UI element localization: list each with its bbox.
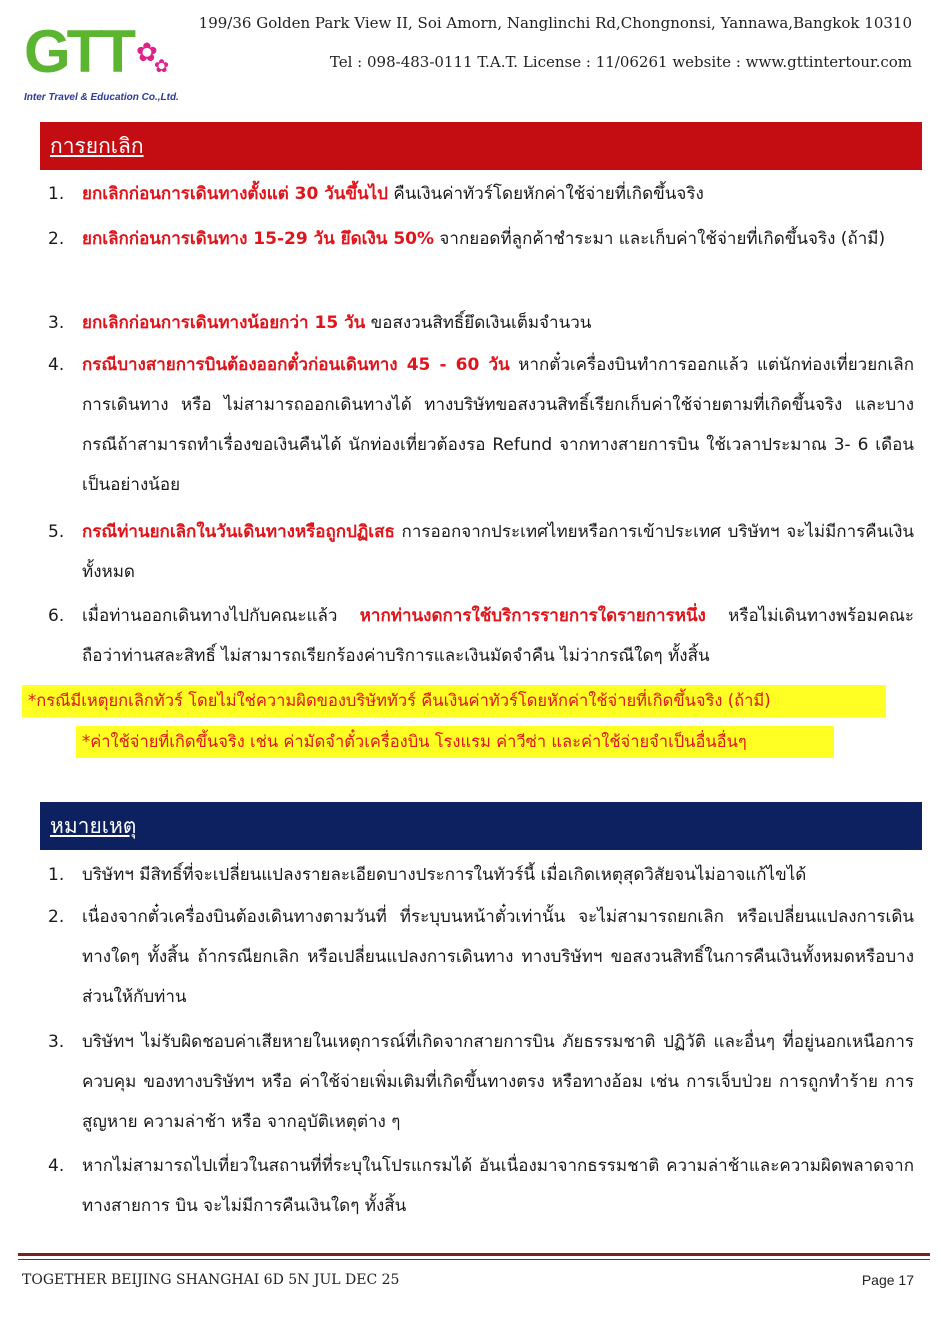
footer-divider [18, 1259, 930, 1260]
cancellation-heading-bar [40, 122, 922, 170]
item-number: 2. [48, 907, 65, 927]
item-number: 4. [48, 1156, 65, 1176]
item-text: หากไม่สามารถไปเที่ยวในสถานที่ที่ระบุในโปรแกรมได้ อันเนื่องมาจากธรรมชาติ ความล่าช้าและความผิดพลาดจากทางสายการ บิน จะไม่มีการคืนเงินใดๆ ทั้งสิ้น [82, 1156, 914, 1216]
footer-divider [18, 1253, 930, 1256]
cancellation-item [48, 512, 914, 592]
cancellation-item [48, 345, 914, 505]
item-number: 3. [48, 1032, 65, 1052]
item-number: 3. [48, 313, 65, 333]
remarks-heading-bar [40, 802, 922, 850]
item-text: บริษัทฯ ไม่รับผิดชอบค่าเสียหายในเหตุการณ์ที่เกิดจากสายการบิน ภัยธรรมชาติ ปฏิวัติ และอื่นๆ ที่อยู่นอกเหนือการควบคุม ของทางบริษัทฯ หรือ ค่าใช้จ่ายเพิ่มเติมที่เกิดขึ้นทางตรง หรือทางอ้อม เช่น การเจ็บป่วย การถูกทำร้าย การสูญหาย ความล่าช้า หรือ จากอุบัติเหตุต่าง ๆ [82, 1032, 914, 1132]
remark-item [48, 897, 914, 1017]
cancellation-item [48, 219, 914, 259]
remarks-title: หมายเหตุ [50, 814, 137, 838]
item-number: 1. [48, 865, 65, 885]
item-number: 1. [48, 184, 65, 204]
item-number: 4. [48, 355, 65, 375]
item-number: 6. [48, 606, 65, 626]
item-text: บริษัทฯ มีสิทธิ์ที่จะเปลี่ยนแปลงรายละเอียดบางประการในทัวร์นี้ เมื่อเกิดเหตุสุดวิสัยจนไม่อาจแก้ไขได้ [82, 865, 807, 885]
remark-item [48, 1146, 914, 1226]
cancellation-title: การยกเลิก [50, 134, 144, 158]
item-text: หากตั๋วเครื่องบินทำการออกแล้ว แต่นักท่องเที่ยวยกเลิกการเดินทาง หรือ ไม่สามารถออกเดินทางได้ ทางบริษัทขอสงวนสิทธิ์เรียกเก็บค่าใช้จ่ายตามที่เกิดขึ้นจริง และบางกรณีถ้าสามารถทำเรื่องขอเงินคืนได้ นักท่องเที่ยวต้องรอ Refund จากทางสายการบิน ใช้เวลาประมาณ 3- 6 เดือนเป็นอย่างน้อย [82, 355, 914, 495]
flower-icon: ✿ [136, 38, 158, 68]
item-emphasis: ยกเลิกก่อนการเดินทาง 15-29 วัน ยึดเงิน 50% [82, 229, 435, 249]
remark-item [48, 1022, 914, 1142]
item-text: จากยอดที่ลูกค้าชำระมา และเก็บค่าใช้จ่ายที่เกิดขึ้นจริง (ถ้ามี) [434, 229, 886, 249]
refund-notice-highlight: *กรณีมีเหตุยกเลิกทัวร์ โดยไม่ใช่ความผิดของบริษัททัวร์ คืนเงินค่าทัวร์โดยหักค่าใช้จ่ายที่เกิดขึ้นจริง (ถ้ามี) [22, 685, 886, 717]
item-number: 5. [48, 522, 65, 542]
item-emphasis: ยกเลิกก่อนการเดินทางน้อยกว่า 15 วัน [82, 313, 366, 333]
company-address: 199/36 Golden Park View II, Soi Amorn, Nanglinchi Rd,Chongnonsi, Yannawa,Bangkok 10310 [198, 14, 912, 32]
item-text: เมื่อท่านออกเดินทางไปกับคณะแล้ว [82, 606, 360, 626]
item-text: ขอสงวนสิทธิ์ยึดเงินเต็มจำนวน [365, 313, 592, 333]
logo-text: GTT [24, 18, 132, 85]
cancellation-item [48, 303, 914, 343]
item-number: 2. [48, 229, 65, 249]
footer-tour-title: TOGETHER BEIJING SHANGHAI 6D 5N JUL DEC 25 [22, 1272, 400, 1288]
cancellation-item [48, 596, 914, 676]
item-text: คืนเงินค่าทัวร์โดยหักค่าใช้จ่ายที่เกิดขึ้นจริง [387, 184, 704, 204]
actual-expenses-highlight: *ค่าใช้จ่ายที่เกิดขึ้นจริง เช่น ค่ามัดจำตั๋วเครื่องบิน โรงแรม ค่าวีซ่า และค่าใช้จ่ายจำเป็นอื่นอื่นๆ [76, 726, 834, 758]
item-emphasis: ยกเลิกก่อนการเดินทางตั้งแต่ 30 วันขึ้นไป [82, 184, 388, 204]
item-text: เนื่องจากตั๋วเครื่องบินต้องเดินทางตามวันที่ ที่ระบุบนหน้าตั๋วเท่านั้น จะไม่สามารถยกเลิก หรือเปลี่ยนแปลงการเดินทางใดๆ ทั้งสิ้น ถ้ากรณียกเลิก หรือเปลี่ยนแปลงการเดินทาง ทางบริษัทฯ ขอสงวนสิทธิ์ในการคืนเงินทั้งหมดหรือบางส่วนให้กับท่าน [82, 907, 914, 1007]
page-number: Page 17 [861, 1272, 914, 1288]
company-contact: Tel : 098-483-0111 T.A.T. License : 11/06261 website : www.gttintertour.com [329, 53, 912, 71]
item-emphasis: กรณีท่านยกเลิกในวันเดินทางหรือถูกปฏิเสธ [82, 522, 395, 542]
item-text: หรือไม่เดินทางพร้อมคณะถือว่าท่านสละสิทธิ์ ไม่สามารถเรียกร้องค่าบริการและเงินมัดจำคืน ไม่ว่ากรณีใดๆ ทั้งสิ้น [82, 606, 914, 666]
company-logo [24, 18, 184, 116]
logo-subtitle: Inter Travel & Education Co.,Ltd. [24, 92, 179, 103]
item-emphasis: กรณีบางสายการบินต้องออกตั๋วก่อนเดินทาง 45 - 60 วัน [82, 355, 510, 375]
item-text: การออกจากประเทศไทยหรือการเข้าประเทศ บริษัทฯ จะไม่มีการคืนเงินทั้งหมด [82, 522, 914, 582]
cancellation-item [48, 174, 914, 214]
remark-item [48, 855, 914, 895]
item-emphasis: หากท่านงดการใช้บริการรายการใดรายการหนึ่ง [359, 606, 706, 626]
flower-icon: ✿ [154, 56, 170, 77]
